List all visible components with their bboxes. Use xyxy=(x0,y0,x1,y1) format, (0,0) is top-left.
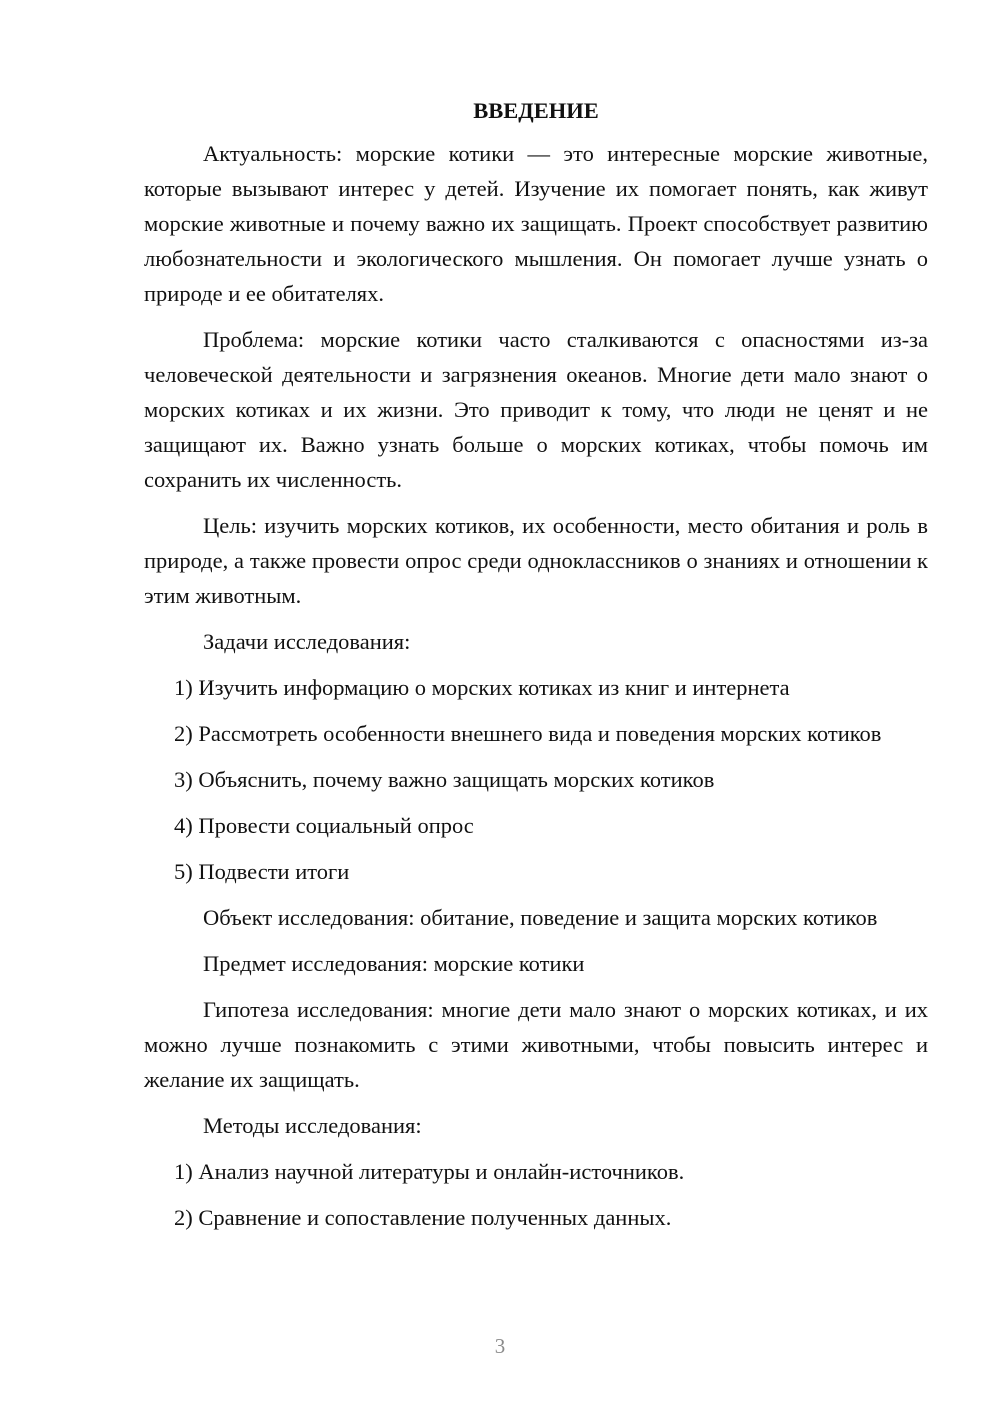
page-number: 3 xyxy=(494,1334,506,1358)
task-item: 2) Рассмотреть особенности внешнего вида и поведения морских котиков xyxy=(174,721,882,746)
document-page xyxy=(144,96,928,1246)
tasks-heading: Задачи исследования: xyxy=(203,629,411,654)
object-paragraph: Объект исследования: обитание, поведение и защита морских котиков xyxy=(203,905,878,930)
method-item: 2) Сравнение и сопоставление полученных данных. xyxy=(174,1205,672,1230)
task-item: 1) Изучить информацию о морских котиках из книг и интернета xyxy=(174,675,790,700)
relevance-paragraph: Актуальность: морские котики — это интересные морские животные, которые вызывают интерес у детей. Изучение их помогает понять, как живут морские животные и почему важно их защищать. Проект способствует развитию любознательности и экологического мышления. Он помогает лучше узнать о природе и ее обитателях. xyxy=(144,141,928,306)
task-item: 3) Объяснить, почему важно защищать морских котиков xyxy=(174,767,715,792)
methods-heading: Методы исследования: xyxy=(203,1113,422,1138)
hypothesis-paragraph: Гипотеза исследования: многие дети мало знают о морских котиках, и их можно лучше познакомить с этими животными, чтобы повысить интерес и желание их защищать. xyxy=(144,997,928,1092)
goal-paragraph: Цель: изучить морских котиков, их особенности, место обитания и роль в природе, а также провести опрос среди одноклассников о знаниях и отношении к этим животным. xyxy=(144,513,928,608)
task-item: 4) Провести социальный опрос xyxy=(174,813,474,838)
method-item: 1) Анализ научной литературы и онлайн-источников. xyxy=(174,1159,685,1184)
subject-paragraph: Предмет исследования: морские котики xyxy=(203,951,585,976)
section-title: ВВЕДЕНИЕ xyxy=(473,98,599,123)
task-item: 5) Подвести итоги xyxy=(174,859,350,884)
problem-paragraph: Проблема: морские котики часто сталкиваются с опасностями из-за человеческой деятельности и загрязнения океанов. Многие дети мало знают о морских котиках и их жизни. Это приводит к тому, что люди не ценят и не защищают их. Важно узнать больше о морских котиках, чтобы помочь им сохранить их численность. xyxy=(144,327,928,492)
